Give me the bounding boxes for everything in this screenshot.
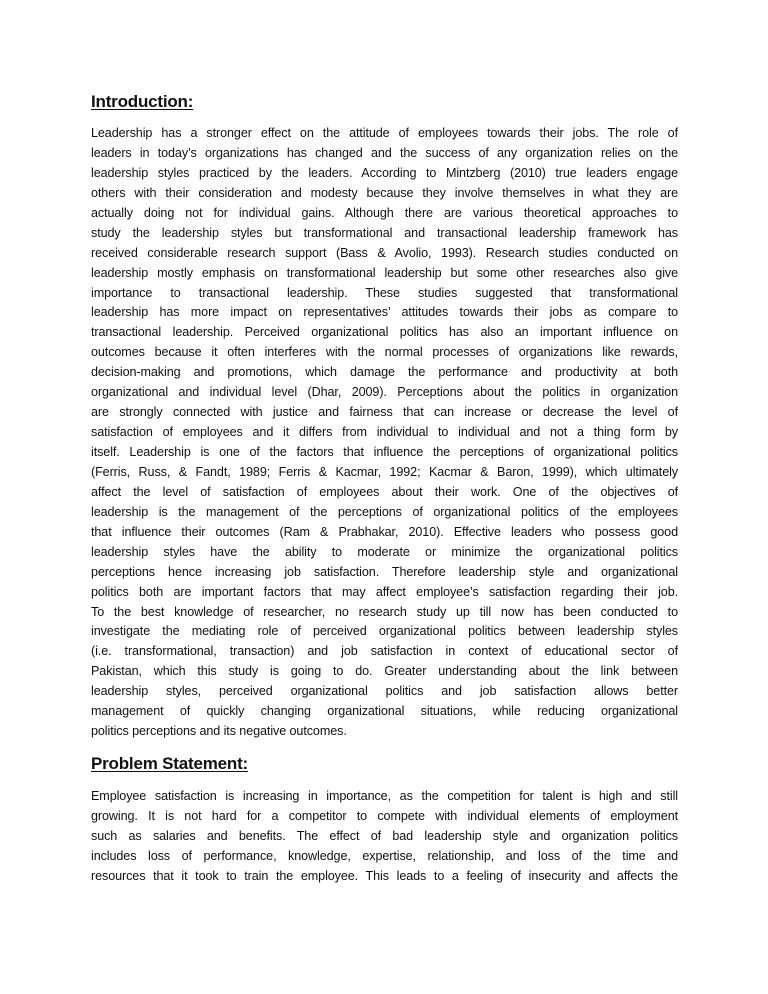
- text-line: [91, 622, 678, 642]
- text-line: [91, 443, 678, 463]
- text-line-content: leadership styles practiced by the leaders. According to Mintzberg (2010) true leaders engage: [91, 165, 678, 180]
- text-line: [91, 867, 678, 887]
- text-line-content: outcomes because it often interferes with the normal processes of organizations like rewards,: [91, 345, 678, 360]
- introduction-paragraph: [91, 124, 678, 742]
- text-line-content: perceptions hence increasing job satisfaction. Therefore leadership style and organizational: [91, 564, 678, 579]
- text-line: [91, 642, 678, 662]
- text-line: [91, 827, 678, 847]
- text-line: [91, 184, 678, 204]
- text-line-content: itself. Leadership is one of the factors that influence the perceptions of organizational politics: [91, 445, 678, 459]
- text-line: [91, 543, 678, 563]
- text-line-content: actually doing not for individual gains. Although there are various theoretical approaches to: [91, 205, 678, 220]
- text-line-content: such as salaries and benefits. The effect of bad leadership style and organization politics: [91, 828, 678, 843]
- text-line-content: leadership is the management of the perceptions of organizational politics of the employees: [91, 504, 678, 519]
- text-line: [91, 702, 678, 722]
- text-line-content: To the best knowledge of researcher, no research study up till now has been conducted to: [91, 604, 678, 619]
- text-line-content: resources that it took to train the employee. This leads to a feeling of insecurity and affects the: [91, 868, 678, 883]
- text-line: [91, 583, 678, 603]
- text-line: [91, 787, 678, 807]
- text-line: [91, 807, 678, 827]
- text-line: [91, 662, 678, 682]
- text-line-content: leaders in today’s organizations has changed and the success of any organization relies on the: [91, 145, 678, 160]
- text-line-content: decision-making and promotions, which damage the performance and productivity at both: [91, 365, 678, 380]
- text-line: [91, 403, 678, 423]
- text-line-content: Leadership has a stronger effect on the attitude of employees towards their jobs. The role of: [91, 126, 678, 140]
- text-line-content: investigate the mediating role of perceived organizational politics between leadership styles: [91, 624, 678, 639]
- text-line-content: Employee satisfaction is increasing in importance, as the competition for talent is high and still: [91, 789, 678, 803]
- text-line: [91, 682, 678, 702]
- text-line: [91, 847, 678, 867]
- text-line-content: Pakistan, which this study is going to do. Greater understanding about the link between: [91, 664, 678, 679]
- text-line: [91, 284, 678, 304]
- text-line-content: affect the level of satisfaction of employees about their work. One of the objectives of: [91, 484, 678, 499]
- text-line: [91, 363, 678, 383]
- text-line-content: others with their consideration and modesty because they involve themselves in what they are: [91, 185, 678, 200]
- text-line: [91, 124, 678, 144]
- text-line: [91, 483, 678, 503]
- problem-statement-paragraph: [91, 787, 678, 887]
- text-line: [91, 264, 678, 284]
- text-line-content: management of quickly changing organizational situations, while reducing organizational: [91, 704, 678, 719]
- text-line: [91, 423, 678, 443]
- text-line-content: that influence their outcomes (Ram & Prabhakar, 2010). Effective leaders who possess good: [91, 524, 678, 539]
- text-line: [91, 503, 678, 523]
- text-line-content: (i.e. transformational, transaction) and job satisfaction in context of educational sector of: [91, 644, 678, 659]
- text-line: [91, 224, 678, 244]
- text-line: [91, 164, 678, 184]
- text-line: [91, 383, 678, 403]
- text-line-content: organizational and individual level (Dhar, 2009). Perceptions about the politics in organization: [91, 385, 678, 400]
- text-line-content: received considerable research support (Bass & Avolio, 1993). Research studies conducted on: [91, 245, 678, 260]
- text-line: [91, 144, 678, 164]
- text-line: [91, 303, 678, 323]
- text-line-content: satisfaction of employees and it differs from individual to individual and not a thing form by: [91, 425, 678, 440]
- text-line: [91, 463, 678, 483]
- text-line-content: transactional leadership. Perceived organizational politics has also an important influence on: [91, 325, 678, 340]
- text-line-content: leadership styles have the ability to moderate or minimize the organizational politics: [91, 544, 678, 559]
- text-line-content: leadership mostly emphasis on transformational leadership but some other researches also give: [91, 265, 678, 280]
- text-line-content: (Ferris, Russ, & Fandt, 1989; Ferris & Kacmar, 1992; Kacmar & Baron, 1999), which ultimately: [91, 464, 678, 479]
- text-line: [91, 204, 678, 224]
- text-line: [91, 722, 678, 742]
- text-line: [91, 603, 678, 623]
- text-line-content: leadership has more impact on representatives’ attitudes towards their jobs as compare to: [91, 305, 678, 320]
- text-line-content: study the leadership styles but transformational and transactional leadership framework has: [91, 225, 678, 240]
- text-line: [91, 343, 678, 363]
- text-line-content: politics perceptions and its negative outcomes.: [91, 724, 347, 739]
- section-heading-introduction: Introduction:: [91, 92, 194, 111]
- text-line: [91, 523, 678, 543]
- text-line: [91, 323, 678, 343]
- section-heading-problem-statement: Problem Statement:: [91, 754, 248, 773]
- text-line-content: importance to transactional leadership. These studies suggested that transformational: [91, 285, 678, 300]
- text-line: [91, 244, 678, 264]
- text-line-content: includes loss of performance, knowledge, expertise, relationship, and loss of the time and: [91, 848, 678, 863]
- text-line-content: growing. It is not hard for a competitor to compete with individual elements of employment: [91, 808, 678, 823]
- text-line-content: leadership styles, perceived organizational politics and job satisfaction allows better: [91, 684, 678, 699]
- text-line: [91, 563, 678, 583]
- text-line-content: are strongly connected with justice and fairness that can increase or decrease the level of: [91, 405, 678, 420]
- text-line-content: politics both are important factors that may affect employee’s satisfaction regarding their job.: [91, 584, 678, 599]
